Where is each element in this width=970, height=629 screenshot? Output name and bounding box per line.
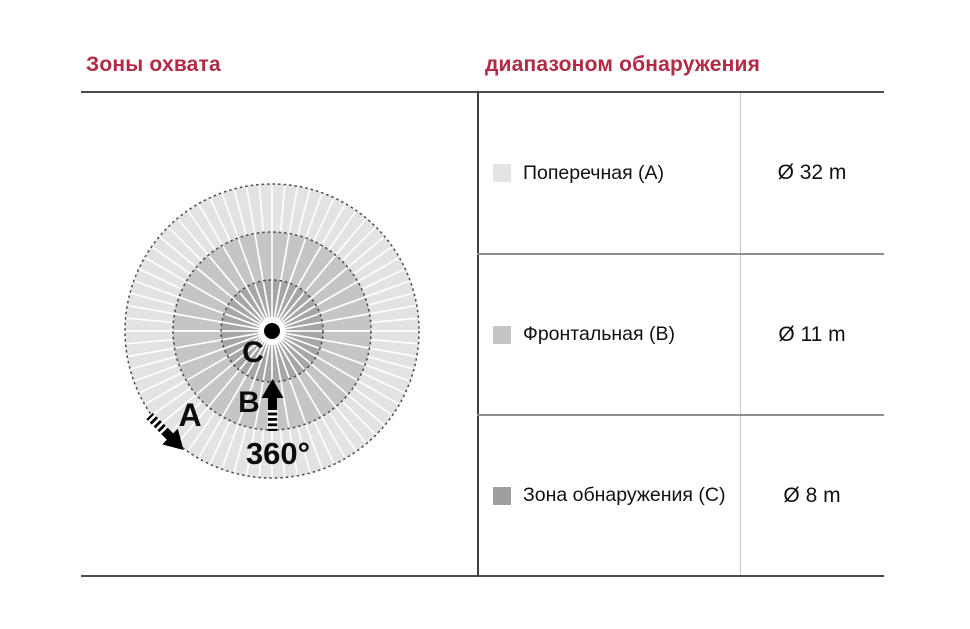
coverage-diagram bbox=[120, 181, 424, 481]
zone-name: Поперечная (A) bbox=[523, 161, 665, 184]
table-cell-zone-label bbox=[479, 93, 740, 253]
zone-name: Фронтальная (B) bbox=[523, 323, 675, 345]
zone-label-b: B bbox=[238, 386, 260, 419]
zone-c-swatch-icon bbox=[493, 487, 511, 505]
zone-b-swatch-icon bbox=[493, 326, 511, 344]
zone-label-a: A bbox=[178, 397, 202, 433]
table-row bbox=[479, 255, 884, 414]
table-border-bottom bbox=[81, 575, 884, 577]
table-row bbox=[479, 416, 884, 575]
zone-label-c: C bbox=[242, 336, 264, 369]
table-row bbox=[479, 93, 884, 253]
angle-360-label: 360° bbox=[245, 436, 311, 471]
sensor-center-dot bbox=[264, 323, 280, 339]
zone-diameter: Ø 32 m bbox=[777, 161, 847, 184]
zone-a-swatch-icon bbox=[493, 164, 511, 182]
table-cell-diameter bbox=[740, 416, 884, 575]
zone-diameter: Ø 11 m bbox=[778, 322, 846, 346]
table-cell-zone-label bbox=[479, 416, 740, 575]
section-title-coverage-zones: Зоны охвата bbox=[86, 53, 221, 76]
section-title-detection-range: диапазоном обнаружения bbox=[485, 53, 761, 76]
table-cell-zone-label bbox=[479, 255, 740, 414]
zone-name: Зона обнаружения (C) bbox=[523, 484, 726, 506]
table-cell-diameter bbox=[740, 255, 884, 414]
zone-diameter: Ø 8 m bbox=[783, 483, 841, 507]
table-cell-diameter bbox=[740, 93, 884, 253]
